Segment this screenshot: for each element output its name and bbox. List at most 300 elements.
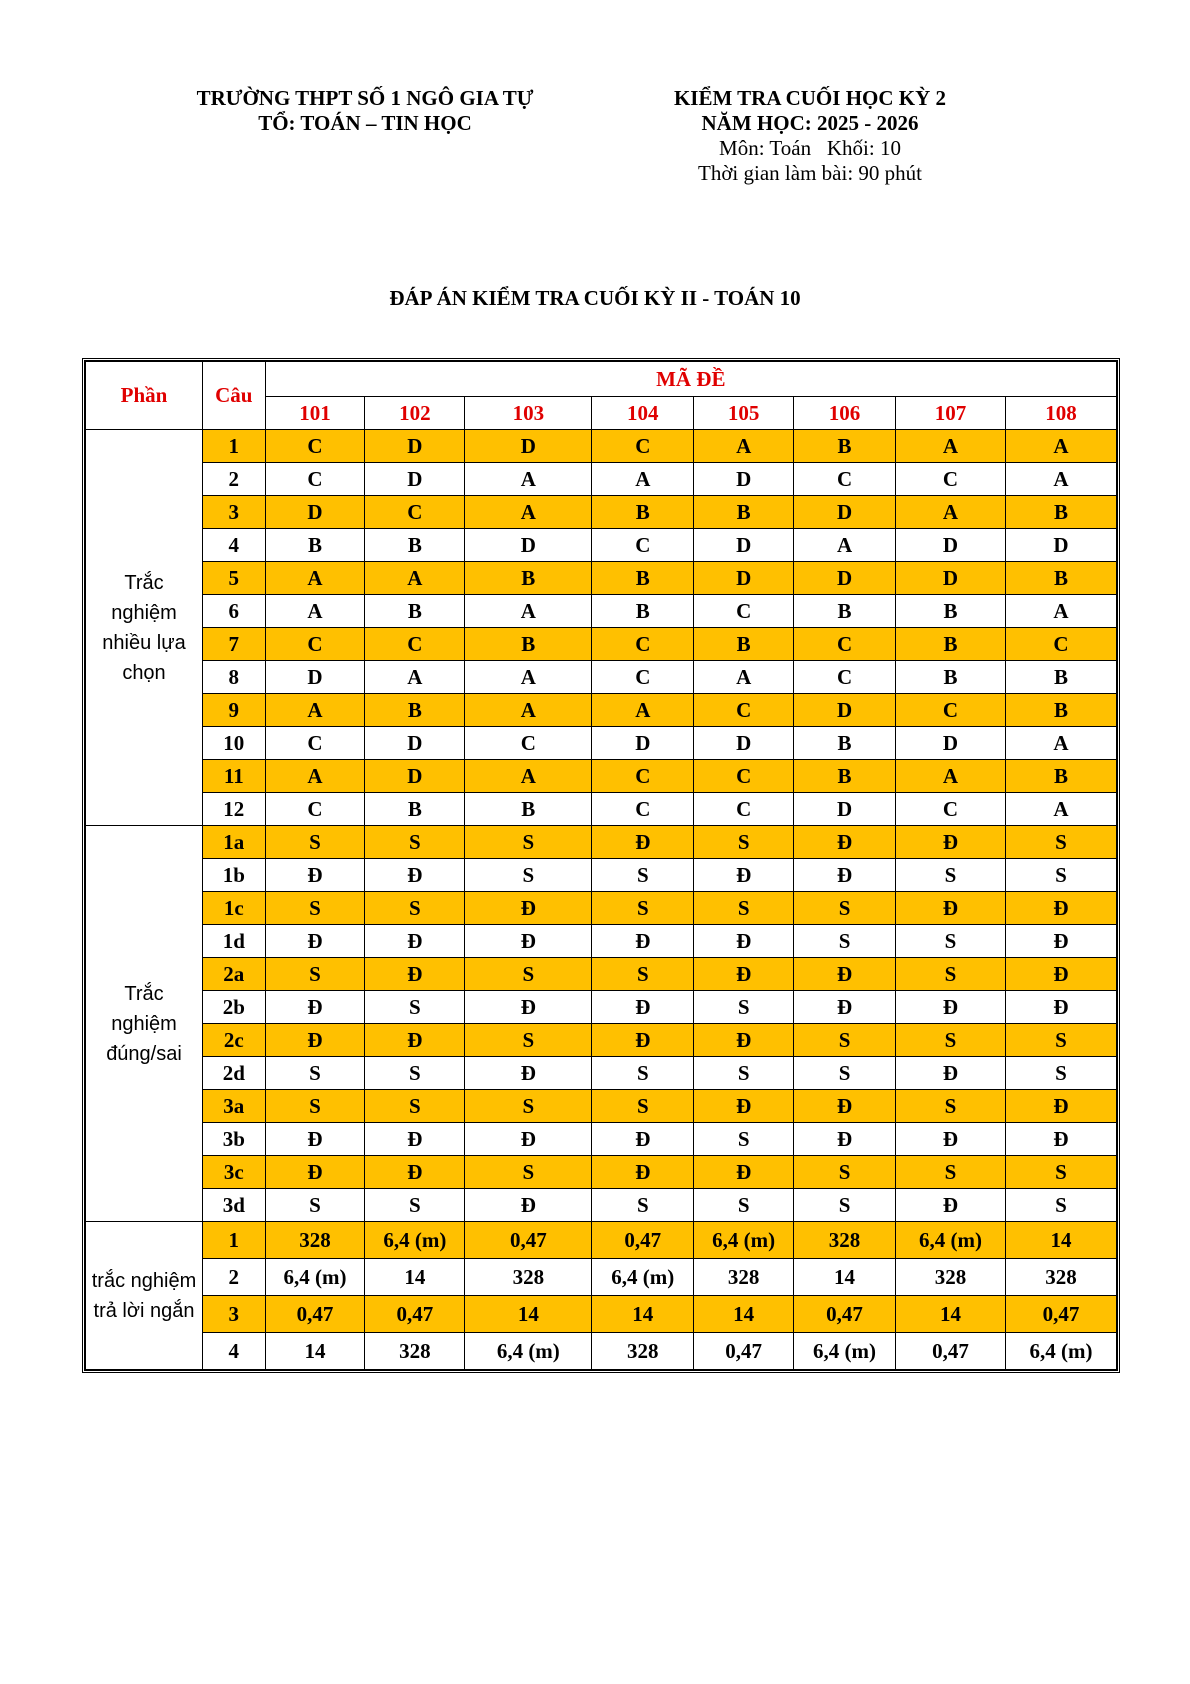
- answer-cell: S: [895, 1090, 1005, 1123]
- answer-cell: 0,47: [365, 1296, 465, 1333]
- answer-cell: B: [1005, 562, 1116, 595]
- table-row: [86, 496, 1117, 529]
- answer-cell: D: [265, 496, 365, 529]
- answer-cell: Đ: [265, 991, 365, 1024]
- answer-cell: A: [265, 760, 365, 793]
- exam-code-105: 105: [694, 397, 794, 430]
- answer-cell: B: [592, 496, 694, 529]
- answer-cell: C: [895, 793, 1005, 826]
- question-number: 9: [203, 694, 266, 727]
- answer-cell: Đ: [365, 925, 465, 958]
- answer-cell: S: [265, 826, 365, 859]
- table-row: [86, 760, 1117, 793]
- answer-cell: Đ: [592, 991, 694, 1024]
- exam-name: KIỂM TRA CUỐI HỌC KỲ 2: [673, 86, 947, 110]
- section-label: trắc nghiệm trả lời ngắn: [86, 1222, 203, 1370]
- answer-cell: S: [365, 892, 465, 925]
- answer-cell: 14: [592, 1296, 694, 1333]
- answer-cell: C: [592, 430, 694, 463]
- header-section: Phần: [86, 362, 203, 430]
- answer-cell: A: [1005, 430, 1116, 463]
- answer-cell: B: [465, 628, 592, 661]
- answer-cell: 6,4 (m): [895, 1222, 1005, 1259]
- answer-cell: 6,4 (m): [265, 1259, 365, 1296]
- exam-code-108: 108: [1005, 397, 1116, 430]
- school-header: [150, 86, 580, 136]
- answer-cell: D: [694, 529, 794, 562]
- exam-code-102: 102: [365, 397, 465, 430]
- answer-cell: Đ: [694, 1024, 794, 1057]
- answer-cell: B: [365, 595, 465, 628]
- table-row: [86, 1333, 1117, 1370]
- table-row: [86, 463, 1117, 496]
- answer-cell: S: [694, 826, 794, 859]
- answer-cell: C: [465, 727, 592, 760]
- answer-cell: A: [465, 496, 592, 529]
- answer-cell: B: [895, 628, 1005, 661]
- answer-cell: S: [365, 1189, 465, 1222]
- answer-cell: D: [794, 562, 896, 595]
- answer-cell: D: [365, 430, 465, 463]
- answer-cell: B: [794, 595, 896, 628]
- table-row: [86, 859, 1117, 892]
- answer-cell: S: [1005, 1189, 1116, 1222]
- answer-cell: S: [265, 958, 365, 991]
- answer-cell: 6,4 (m): [694, 1222, 794, 1259]
- answer-cell: C: [694, 793, 794, 826]
- answer-cell: Đ: [465, 991, 592, 1024]
- answer-cell: S: [465, 1024, 592, 1057]
- answer-cell: 0,47: [1005, 1296, 1116, 1333]
- answer-cell: 14: [365, 1259, 465, 1296]
- table-row: [86, 925, 1117, 958]
- table-row: [86, 892, 1117, 925]
- question-number: 10: [203, 727, 266, 760]
- answer-cell: 6,4 (m): [1005, 1333, 1116, 1370]
- table-row: [86, 793, 1117, 826]
- exam-code-107: 107: [895, 397, 1005, 430]
- answer-cell: B: [365, 793, 465, 826]
- answer-cell: S: [365, 1057, 465, 1090]
- answer-cell: B: [794, 430, 896, 463]
- answer-key-table-frame: [82, 358, 1120, 1373]
- answer-cell: Đ: [1005, 892, 1116, 925]
- table-row: [86, 958, 1117, 991]
- answer-cell: 14: [1005, 1222, 1116, 1259]
- answer-cell: C: [592, 628, 694, 661]
- answer-cell: S: [895, 1156, 1005, 1189]
- answer-cell: Đ: [794, 991, 896, 1024]
- answer-cell: S: [895, 1024, 1005, 1057]
- answer-cell: Đ: [265, 925, 365, 958]
- answer-cell: Đ: [465, 892, 592, 925]
- answer-cell: B: [794, 760, 896, 793]
- question-number: 4: [203, 1333, 266, 1370]
- answer-cell: S: [794, 1057, 896, 1090]
- answer-cell: Đ: [895, 991, 1005, 1024]
- question-number: 7: [203, 628, 266, 661]
- answer-cell: S: [694, 1057, 794, 1090]
- answer-cell: Đ: [794, 826, 896, 859]
- answer-cell: S: [592, 859, 694, 892]
- answer-cell: S: [365, 1090, 465, 1123]
- answer-cell: 14: [265, 1333, 365, 1370]
- answer-cell: B: [465, 793, 592, 826]
- school-name: TRƯỜNG THPT SỐ 1 NGÔ GIA TỰ: [196, 86, 534, 110]
- answer-cell: Đ: [265, 859, 365, 892]
- question-number: 4: [203, 529, 266, 562]
- answer-cell: 14: [895, 1296, 1005, 1333]
- answer-rows: [86, 430, 1117, 1370]
- answer-cell: A: [592, 463, 694, 496]
- answer-cell: 328: [1005, 1259, 1116, 1296]
- answer-cell: Đ: [1005, 925, 1116, 958]
- answer-cell: 0,47: [265, 1296, 365, 1333]
- answer-cell: A: [465, 694, 592, 727]
- answer-cell: S: [465, 826, 592, 859]
- answer-cell: Đ: [1005, 991, 1116, 1024]
- answer-cell: C: [694, 694, 794, 727]
- answer-cell: D: [694, 463, 794, 496]
- answer-cell: Đ: [694, 1156, 794, 1189]
- answer-cell: S: [694, 991, 794, 1024]
- question-number: 2b: [203, 991, 266, 1024]
- question-number: 3c: [203, 1156, 266, 1189]
- table-row: [86, 430, 1117, 463]
- answer-cell: Đ: [895, 1057, 1005, 1090]
- answer-cell: C: [794, 661, 896, 694]
- exam-code-103: 103: [465, 397, 592, 430]
- answer-cell: S: [592, 958, 694, 991]
- table-row: [86, 1259, 1117, 1296]
- exam-code-101: 101: [265, 397, 365, 430]
- answer-cell: Đ: [895, 826, 1005, 859]
- answer-cell: C: [592, 793, 694, 826]
- answer-cell: Đ: [794, 1090, 896, 1123]
- question-number: 2a: [203, 958, 266, 991]
- answer-cell: A: [265, 595, 365, 628]
- answer-cell: B: [895, 661, 1005, 694]
- answer-cell: 328: [794, 1222, 896, 1259]
- table-row: [86, 1189, 1117, 1222]
- question-number: 5: [203, 562, 266, 595]
- table-row: [86, 529, 1117, 562]
- answer-cell: B: [465, 562, 592, 595]
- answer-cell: Đ: [694, 859, 794, 892]
- answer-cell: B: [794, 727, 896, 760]
- answer-cell: 6,4 (m): [365, 1222, 465, 1259]
- answer-cell: D: [794, 694, 896, 727]
- answer-cell: S: [895, 958, 1005, 991]
- answer-cell: A: [1005, 727, 1116, 760]
- answer-cell: B: [592, 595, 694, 628]
- answer-cell: D: [794, 496, 896, 529]
- answer-cell: A: [895, 760, 1005, 793]
- answer-cell: A: [265, 694, 365, 727]
- answer-cell: 0,47: [592, 1222, 694, 1259]
- answer-cell: S: [465, 859, 592, 892]
- section-label: Trắc nghiệm đúng/sai: [86, 826, 203, 1222]
- question-number: 2d: [203, 1057, 266, 1090]
- answer-cell: C: [265, 463, 365, 496]
- answer-cell: S: [592, 1057, 694, 1090]
- answer-cell: B: [1005, 760, 1116, 793]
- table-row: [86, 1090, 1117, 1123]
- table-row: [86, 1156, 1117, 1189]
- answer-cell: S: [694, 892, 794, 925]
- answer-cell: Đ: [1005, 958, 1116, 991]
- question-number: 2: [203, 1259, 266, 1296]
- table-row: [86, 661, 1117, 694]
- table-row: [86, 595, 1117, 628]
- answer-cell: S: [265, 1090, 365, 1123]
- question-number: 2: [203, 463, 266, 496]
- table-row: [86, 1123, 1117, 1156]
- answer-cell: A: [592, 694, 694, 727]
- answer-cell: B: [694, 496, 794, 529]
- answer-cell: Đ: [365, 958, 465, 991]
- answer-cell: C: [794, 463, 896, 496]
- answer-cell: Đ: [1005, 1090, 1116, 1123]
- table-row: [86, 991, 1117, 1024]
- answer-cell: S: [592, 1090, 694, 1123]
- question-number: 3a: [203, 1090, 266, 1123]
- answer-cell: 14: [694, 1296, 794, 1333]
- answer-cell: A: [465, 661, 592, 694]
- answer-cell: C: [592, 529, 694, 562]
- answer-cell: S: [265, 892, 365, 925]
- answer-cell: B: [365, 694, 465, 727]
- answer-cell: 328: [694, 1259, 794, 1296]
- answer-cell: S: [694, 1189, 794, 1222]
- answer-cell: Đ: [365, 1024, 465, 1057]
- answer-cell: 328: [895, 1259, 1005, 1296]
- answer-cell: S: [794, 1156, 896, 1189]
- answer-cell: 6,4 (m): [465, 1333, 592, 1370]
- answer-cell: 328: [265, 1222, 365, 1259]
- answer-cell: S: [1005, 826, 1116, 859]
- header-question: Câu: [203, 362, 266, 430]
- answer-cell: Đ: [694, 1090, 794, 1123]
- answer-cell: A: [465, 595, 592, 628]
- answer-cell: S: [794, 1189, 896, 1222]
- answer-cell: Đ: [592, 1024, 694, 1057]
- question-number: 1: [203, 430, 266, 463]
- answer-cell: S: [1005, 859, 1116, 892]
- answer-cell: Đ: [265, 1123, 365, 1156]
- answer-cell: S: [895, 925, 1005, 958]
- answer-cell: D: [694, 727, 794, 760]
- question-number: 3: [203, 1296, 266, 1333]
- answer-cell: A: [895, 430, 1005, 463]
- answer-cell: Đ: [465, 1189, 592, 1222]
- exam-code-104: 104: [592, 397, 694, 430]
- answer-cell: Đ: [265, 1156, 365, 1189]
- answer-cell: Đ: [465, 1123, 592, 1156]
- question-number: 2c: [203, 1024, 266, 1057]
- question-number: 3b: [203, 1123, 266, 1156]
- answer-cell: C: [694, 595, 794, 628]
- answer-cell: C: [265, 628, 365, 661]
- answer-cell: 0,47: [465, 1222, 592, 1259]
- answer-cell: 328: [365, 1333, 465, 1370]
- answer-cell: D: [895, 727, 1005, 760]
- answer-cell: D: [1005, 529, 1116, 562]
- answer-cell: Đ: [365, 1156, 465, 1189]
- table-row: [86, 826, 1117, 859]
- answer-cell: D: [794, 793, 896, 826]
- section-label: Trắc nghiệm nhiều lựa chọn: [86, 430, 203, 826]
- answer-cell: S: [365, 826, 465, 859]
- table-row: [86, 562, 1117, 595]
- answer-cell: 328: [465, 1259, 592, 1296]
- answer-cell: A: [694, 661, 794, 694]
- answer-cell: Đ: [694, 925, 794, 958]
- answer-cell: B: [895, 595, 1005, 628]
- answer-cell: C: [365, 628, 465, 661]
- answer-cell: S: [465, 958, 592, 991]
- answer-cell: 6,4 (m): [794, 1333, 896, 1370]
- table-row: [86, 694, 1117, 727]
- subject-grade: Môn: Toán Khối: 10: [719, 136, 901, 160]
- answer-cell: 0,47: [794, 1296, 896, 1333]
- document-title: ĐÁP ÁN KIỂM TRA CUỐI KỲ II - TOÁN 10: [389, 286, 801, 310]
- answer-cell: Đ: [365, 859, 465, 892]
- answer-cell: A: [465, 760, 592, 793]
- answer-cell: B: [1005, 694, 1116, 727]
- answer-cell: S: [265, 1189, 365, 1222]
- answer-cell: B: [1005, 661, 1116, 694]
- answer-cell: D: [694, 562, 794, 595]
- answer-cell: Đ: [1005, 1123, 1116, 1156]
- answer-cell: C: [365, 496, 465, 529]
- answer-cell: A: [465, 463, 592, 496]
- answer-cell: S: [794, 892, 896, 925]
- answer-cell: Đ: [895, 892, 1005, 925]
- answer-cell: A: [1005, 463, 1116, 496]
- answer-cell: Đ: [694, 958, 794, 991]
- answer-cell: C: [265, 430, 365, 463]
- answer-cell: S: [465, 1090, 592, 1123]
- answer-cell: S: [794, 1024, 896, 1057]
- answer-cell: C: [895, 694, 1005, 727]
- table-row: [86, 727, 1117, 760]
- question-number: 1d: [203, 925, 266, 958]
- answer-cell: A: [895, 496, 1005, 529]
- exam-header: [600, 86, 1020, 186]
- header-exam-codes: MÃ ĐỀ: [265, 362, 1116, 397]
- answer-cell: A: [1005, 595, 1116, 628]
- answer-cell: D: [465, 529, 592, 562]
- answer-cell: C: [794, 628, 896, 661]
- answer-cell: S: [1005, 1156, 1116, 1189]
- table-row: [86, 1222, 1117, 1259]
- answer-cell: D: [365, 760, 465, 793]
- question-number: 3: [203, 496, 266, 529]
- table-row: [86, 1057, 1117, 1090]
- question-number: 8: [203, 661, 266, 694]
- answer-cell: C: [694, 760, 794, 793]
- question-number: 12: [203, 793, 266, 826]
- answer-cell: Đ: [794, 958, 896, 991]
- answer-cell: D: [365, 463, 465, 496]
- answer-cell: Đ: [794, 1123, 896, 1156]
- table-row: [86, 1024, 1117, 1057]
- answer-cell: C: [265, 793, 365, 826]
- school-year: NĂM HỌC: 2025 - 2026: [701, 111, 919, 135]
- answer-cell: S: [365, 991, 465, 1024]
- answer-cell: S: [895, 859, 1005, 892]
- table-row: [86, 628, 1117, 661]
- answer-cell: B: [365, 529, 465, 562]
- answer-cell: Đ: [895, 1189, 1005, 1222]
- question-number: 3d: [203, 1189, 266, 1222]
- answer-cell: C: [592, 661, 694, 694]
- exam-duration: Thời gian làm bài: 90 phút: [698, 161, 922, 185]
- answer-cell: 6,4 (m): [592, 1259, 694, 1296]
- answer-cell: Đ: [895, 1123, 1005, 1156]
- answer-cell: B: [592, 562, 694, 595]
- answer-cell: Đ: [465, 925, 592, 958]
- table-row: [86, 1296, 1117, 1333]
- answer-cell: Đ: [465, 1057, 592, 1090]
- answer-cell: D: [895, 529, 1005, 562]
- answer-cell: Đ: [592, 1156, 694, 1189]
- department-name: TỔ: TOÁN – TIN HỌC: [258, 111, 472, 135]
- answer-cell: S: [592, 1189, 694, 1222]
- answer-cell: C: [895, 463, 1005, 496]
- answer-cell: D: [365, 727, 465, 760]
- answer-cell: 14: [794, 1259, 896, 1296]
- answer-cell: B: [265, 529, 365, 562]
- answer-cell: 0,47: [895, 1333, 1005, 1370]
- answer-cell: S: [592, 892, 694, 925]
- answer-key-table: [85, 361, 1117, 1370]
- answer-cell: D: [895, 562, 1005, 595]
- answer-cell: A: [1005, 793, 1116, 826]
- answer-cell: D: [265, 661, 365, 694]
- answer-cell: Đ: [592, 826, 694, 859]
- question-number: 1c: [203, 892, 266, 925]
- question-number: 6: [203, 595, 266, 628]
- answer-cell: S: [265, 1057, 365, 1090]
- answer-cell: A: [265, 562, 365, 595]
- question-number: 11: [203, 760, 266, 793]
- answer-cell: B: [694, 628, 794, 661]
- answer-cell: S: [794, 925, 896, 958]
- answer-cell: Đ: [794, 859, 896, 892]
- answer-cell: Đ: [265, 1024, 365, 1057]
- answer-cell: S: [694, 1123, 794, 1156]
- answer-cell: A: [694, 430, 794, 463]
- question-number: 1: [203, 1222, 266, 1259]
- answer-cell: S: [465, 1156, 592, 1189]
- question-number: 1a: [203, 826, 266, 859]
- answer-cell: Đ: [365, 1123, 465, 1156]
- exam-code-106: 106: [794, 397, 896, 430]
- answer-cell: C: [265, 727, 365, 760]
- answer-cell: 328: [592, 1333, 694, 1370]
- answer-cell: A: [365, 661, 465, 694]
- answer-cell: B: [1005, 496, 1116, 529]
- answer-cell: Đ: [592, 925, 694, 958]
- answer-cell: 0,47: [694, 1333, 794, 1370]
- answer-cell: A: [794, 529, 896, 562]
- answer-cell: S: [1005, 1057, 1116, 1090]
- answer-cell: A: [365, 562, 465, 595]
- answer-cell: Đ: [592, 1123, 694, 1156]
- answer-cell: D: [592, 727, 694, 760]
